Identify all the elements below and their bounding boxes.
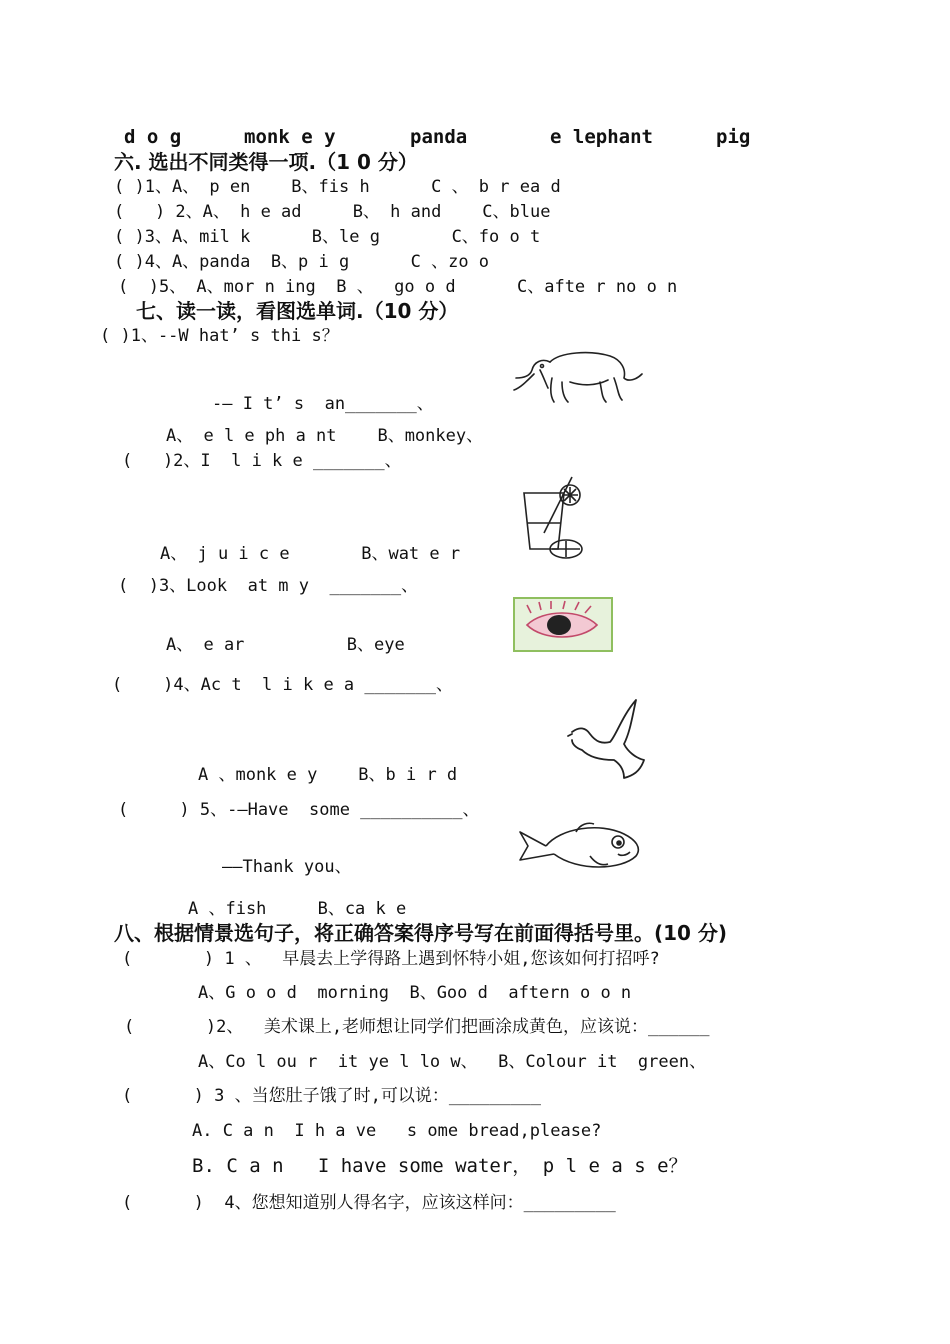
s7-q2: ( )2、I l i k e _______、 xyxy=(122,451,402,471)
s7-q3: ( )3、Look at m y _______、 xyxy=(118,576,419,596)
s7-q2-choices: A、 j u i c e B、wat e r xyxy=(160,544,461,564)
s8-q3-option-b: B. C a n I have some water， p l e a s e？ xyxy=(192,1155,688,1177)
s6-item-2: ( ) 2、A、 h e ad B、 h and C、blue xyxy=(114,202,551,222)
s8-q3: ( ) 3 、当您肚子饿了时,可以说：_________ xyxy=(122,1086,541,1106)
s6-item-3: ( )3、A、mil k B、le g C、fo o t xyxy=(114,227,541,247)
s8-q1: ( ) 1 、 早晨去上学得路上遇到怀特小姐,您该如何打招呼? xyxy=(122,949,660,969)
elephant-picture xyxy=(510,348,646,410)
s8-q2: ( )2、 美术课上,老师想让同学们把画涂成黄色，应该说：______ xyxy=(124,1017,710,1037)
section7-title: 七、读一读，看图选单词.（10 分） xyxy=(136,299,459,323)
s7-q1-answer-line: -— I t’ s an_______、 xyxy=(212,394,434,414)
s8-q1-choices: A、G o o d morning B、Goo d aftern o o n xyxy=(198,983,632,1003)
section6-title: 六. 选出不同类得一项.（1 0 分） xyxy=(114,150,418,174)
s6-item-4: ( )4、A、panda B、p i g C 、zo o xyxy=(114,252,490,272)
s8-q4: ( ) 4、您想知道别人得名字，应该这样问：_________ xyxy=(122,1193,616,1213)
s8-q3-option-a: A. C a n I h a ve s ome bread,please? xyxy=(192,1121,602,1141)
s7-q5: ( ) 5、-—Have some __________、 xyxy=(118,800,480,820)
s7-q1-choices: A、 e l e ph a nt B、monkey、 xyxy=(166,426,484,446)
section8-title: 八、根据情景选句子，将正确答案得序号写在前面得括号里。(10 分) xyxy=(114,921,728,945)
s7-q4-choices: A 、monk e y B、b i r d xyxy=(198,765,458,785)
s6-item-5: ( )5、 A、mor n ing B 、 go o d C、afte r no o n xyxy=(118,277,678,297)
s6-item-1: ( )1、A、 p en B、fis h C 、 b r ea d xyxy=(114,177,561,197)
s7-q3-choices: A、 e ar B、eye xyxy=(166,635,405,655)
s7-q1: ( )1、--W hat’ s thi s？ xyxy=(100,326,339,346)
word-bank-monkey: monk e y xyxy=(244,126,336,148)
word-bank-dog: d o g xyxy=(124,126,182,148)
word-bank-pig: pig xyxy=(716,126,751,148)
eye-picture xyxy=(513,597,613,652)
s7-q5-reply: ——Thank you、 xyxy=(222,857,352,877)
s8-q2-choices: A、Co l ou r it ye l lo w、 B、Colour it green、 xyxy=(198,1052,707,1072)
s7-q4: ( )4、Ac t l i k e a _______、 xyxy=(112,675,454,695)
juice-picture xyxy=(514,473,600,563)
word-bank-panda: panda xyxy=(410,126,468,148)
s7-q5-choices: A 、fish B、ca k e xyxy=(188,899,407,919)
fish-picture xyxy=(516,818,646,874)
bird-picture xyxy=(566,696,646,782)
word-bank-elephant: e lephant xyxy=(550,126,653,148)
